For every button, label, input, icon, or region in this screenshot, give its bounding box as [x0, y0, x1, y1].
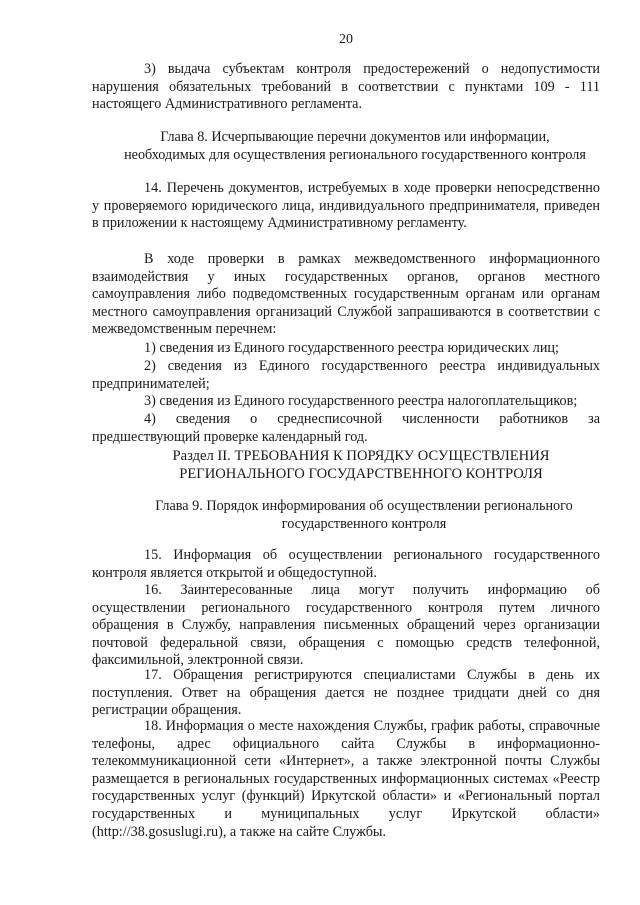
list-item-text: 4) сведения о среднесписочной численности работников за предшествующий проверке календарный год. — [92, 411, 600, 445]
page-number: 20 — [339, 32, 353, 47]
list-item-text: 1) сведения из Единого государственного реестра юридических лиц; — [144, 340, 559, 356]
paragraph-text: 16. Заинтересованные лица могут получить информацию об осуществлении регионального государственного контроля путем личного обращения в Службу, направления письменных обращений через организации почтовой федеральной связи, обращения с помощью средств телефонной, факсимильной, электронной связи. — [92, 582, 600, 669]
paragraph-text: 3) выдача субъектам контроля предостережений о недопустимости нарушения обязательных требований в соответствии с пунктами 109 - 111 настоящего Административного регламента. — [92, 61, 600, 113]
list-item-text: 3) сведения из Единого государственного реестра налогоплательщиков; — [144, 393, 578, 409]
chapter-9-heading — [92, 498, 600, 533]
paragraph-text: 14. Перечень документов, истребуемых в ходе проверки непосредственно у проверяемого юридического лица, индивидуального предпринимателя, приведен в приложении к настоящему Административному регламенту. — [92, 180, 600, 232]
section-2-heading — [92, 447, 600, 483]
list-item-text: 2) сведения из Единого государственного реестра индивидуальных предпринимателей; — [92, 358, 600, 392]
paragraph-item-3 — [92, 61, 600, 114]
paragraph-text: В ходе проверки в рамках межведомственного информационного взаимодействия у иных государственных органов, органов местного самоуправления либо подведомственных государственным органам или органам местного самоуправления организаций Службой запрашиваются в соответствии с межведомственным перечнем: — [92, 251, 600, 338]
paragraph-text: 15. Информация об осуществлении регионального государственного контроля является открытой и общедоступной. — [92, 547, 600, 581]
list-item — [92, 358, 600, 393]
paragraph-18 — [92, 718, 600, 841]
paragraph-16 — [92, 582, 600, 670]
list-item — [92, 393, 600, 411]
chapter-title: Глава 8. Исчерпывающие перечни документов или информации, необходимых для осуществления регионального государственного контроля — [124, 129, 586, 163]
paragraph-text: 17. Обращения регистрируются специалистами Службы в день их поступления. Ответ на обращения дается не позднее тридцати дней со дня регистрации обращения. — [92, 667, 600, 719]
list-item — [92, 340, 600, 358]
paragraph-14 — [92, 180, 600, 233]
paragraph-15 — [92, 547, 600, 582]
paragraph-interaction — [92, 251, 600, 339]
section-title: Раздел II. ТРЕБОВАНИЯ К ПОРЯДКУ ОСУЩЕСТВЛЕНИЯ РЕГИОНАЛЬНОГО ГОСУДАРСТВЕННОГО КОНТРОЛЯ — [172, 448, 550, 482]
list-item — [92, 411, 600, 446]
chapter-8-heading — [92, 129, 600, 164]
paragraph-17 — [92, 667, 600, 720]
chapter-title: Глава 9. Порядок информирования об осуществлении регионального государственного контроля — [155, 498, 573, 532]
paragraph-text: 18. Информация о месте нахождения Службы, график работы, справочные телефоны, адрес официального сайта Службы в информационно-телекоммуникационной сети «Интернет», а также электронной почты Службы размещается в региональных государственных информационных системах «Реестр государственных услуг (функций) Иркутской области» и «Региональный портал государственных и муниципальных услуг Иркутской области» (http://38.gosuslugi.ru), а также на сайте Службы. — [92, 718, 600, 840]
